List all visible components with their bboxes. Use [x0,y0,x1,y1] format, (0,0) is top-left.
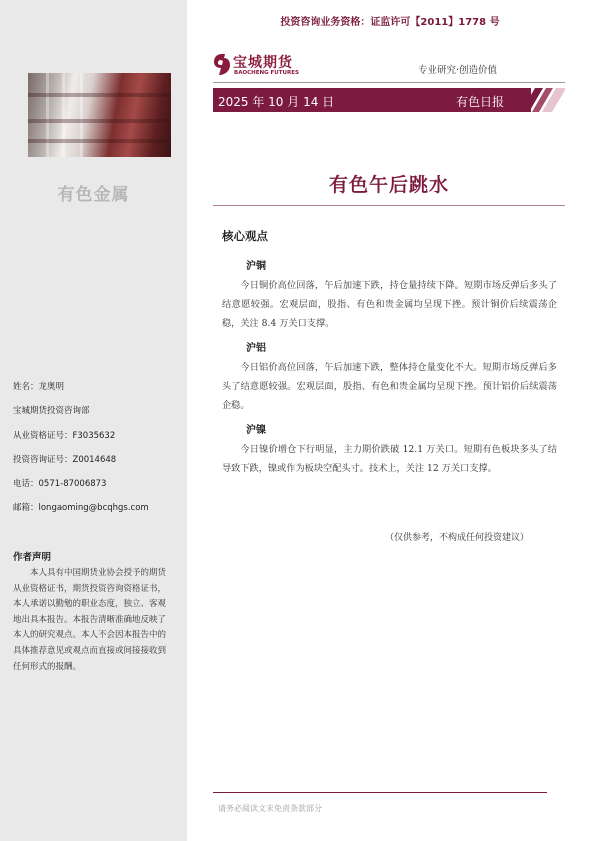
disclaimer-note: （仅供参考，不构成任何投资建议） [385,533,530,543]
footer-note: 请务必阅读文末免责条款部分 [218,804,322,813]
author-name: 姓名：龙奥明 [13,382,65,392]
footer-divider [213,792,547,793]
report-type: 有色日报 [456,95,505,109]
sidebar [0,0,187,841]
section-copper-heading: 沪铜 [246,261,266,272]
baocheng-logo-icon [213,53,231,77]
company-logo [213,50,313,80]
section-nickel-heading: 沪镍 [246,425,266,436]
sector-label: 有色金属 [57,185,130,205]
date-banner [213,88,565,112]
section-copper-text: 今日铜价高位回落，午后加速下跌，持仓量持续下降。短期市场反弹后多头了结意愿较强。宏观层面，股指、有色和贵金属均呈现下挫。预计铜价后续震荡企稳，关注 8.4 万关口支撑。 [222,280,557,329]
report-date: 2025 年 10 月 14 日 [218,95,335,109]
cover-photo [28,73,171,157]
slogan: 专业研究·创造价值 [418,65,498,76]
author-qualification: 从业资格证号：F3035632 [13,431,116,441]
section-aluminum-heading: 沪铝 [246,343,266,354]
author-phone: 电话：0571-87006873 [13,479,107,489]
section-nickel-text: 今日镍价增仓下行明显，主力期价跌破 12.1 万关口。短期有色板块多头了结导致下跌，镍或作为板块空配头寸。技术上，关注 12 万关口支撑。 [222,444,557,474]
logo-chinese-name: 宝城期货 [233,55,293,71]
title-divider [213,205,565,206]
license-line: 投资咨询业务资格：证监许可【2011】1778 号 [280,17,500,28]
declaration-title: 作者声明 [13,552,52,563]
core-view-heading: 核心观点 [222,229,268,243]
declaration-text: 本人具有中国期货业协会授予的期货从业资格证书，期货投资咨询资格证书，本人承诺以勤勉的职业态度，独立、客观地出具本报告。本报告清晰准确地反映了本人的研究观点。本人不会因本报告中的具体推荐意见或观点而直接或间接接收到任何形式的报酬。 [13,568,167,672]
section-aluminum-text: 今日铝价高位回落，午后加速下跌，整体持仓量变化不大。短期市场反弹后多头了结意愿较强。宏观层面，股指、有色和贵金属均呈现下挫。预计铝价后续震荡企稳。 [222,362,557,411]
author-email[interactable]: 邮箱：longaoming@bcqhgs.com [13,503,149,513]
report-title: 有色午后跳水 [328,174,449,196]
author-advisory: 投资咨询证号：Z0014648 [13,455,117,465]
logo-english-name: BAOCHENG FUTURES [234,70,299,76]
author-dept: 宝城期货投资咨询部 [13,406,90,416]
header-divider [213,82,565,83]
